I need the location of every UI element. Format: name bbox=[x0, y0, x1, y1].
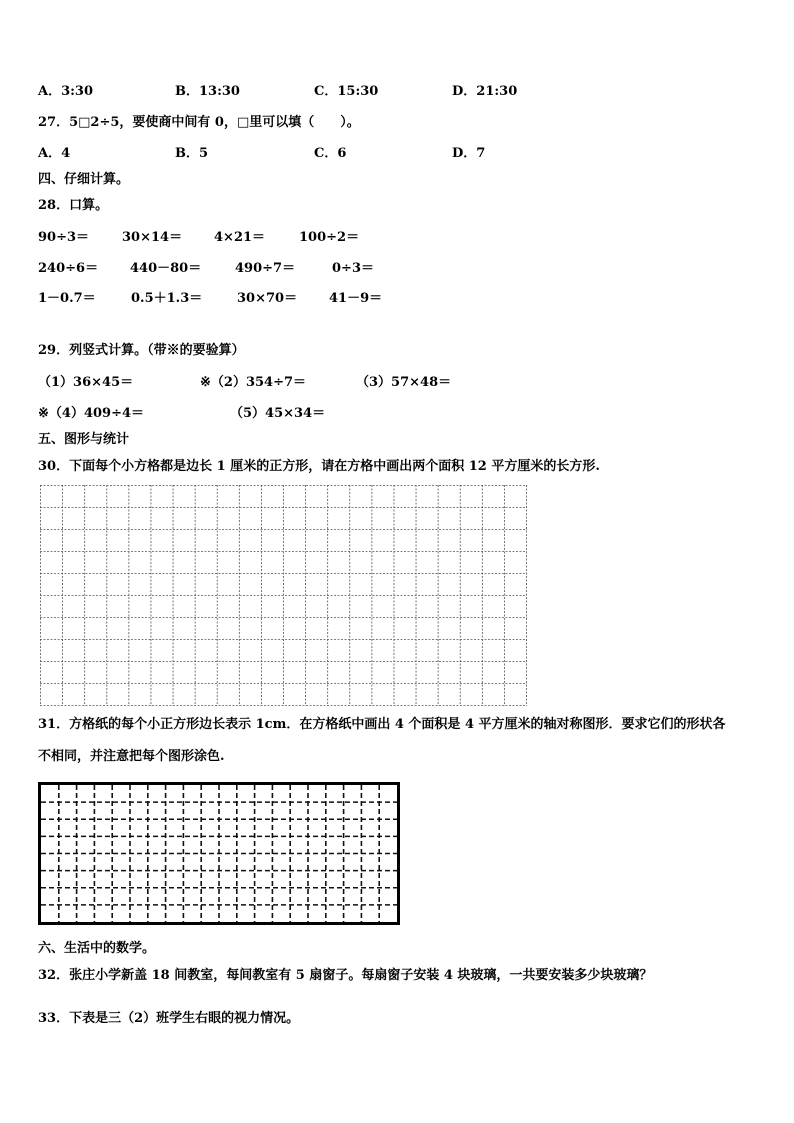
q28-item: 240÷6＝ bbox=[38, 261, 99, 276]
q27-option-c[interactable]: C．6 bbox=[314, 146, 347, 161]
q26-option-c[interactable]: C．15:30 bbox=[314, 84, 379, 99]
q27-stem: 27．5□2÷5，要使商中间有 0，□里可以填（ ）。 bbox=[38, 115, 360, 130]
q27-option-b[interactable]: B．5 bbox=[175, 146, 209, 161]
q29-item: ※（4）409÷4＝ bbox=[38, 406, 145, 421]
q29-item: （3）57×48＝ bbox=[356, 375, 452, 390]
q27-option-d[interactable]: D．7 bbox=[452, 146, 486, 161]
q27-option-a[interactable]: A．4 bbox=[38, 146, 71, 161]
q28-item: 30×14＝ bbox=[122, 230, 183, 245]
q28-item: 90÷3＝ bbox=[38, 230, 90, 245]
q33-text: 33．下表是三（2）班学生右眼的视力情况。 bbox=[38, 1011, 300, 1026]
q31-stem-line-2: 不相同，并注意把每个图形涂色. bbox=[38, 749, 225, 764]
q26-option-d[interactable]: D．21:30 bbox=[452, 84, 518, 99]
q30-stem: 30．下面每个小方格都是边长 1 厘米的正方形，请在方格中画出两个面积 12 平方厘米的长方形. bbox=[38, 459, 600, 474]
q28-item: 4×21＝ bbox=[214, 230, 266, 245]
q28-item: 30×70＝ bbox=[237, 291, 298, 306]
q32-text: 32．张庄小学新盖 18 间教室，每间教室有 5 扇窗子。每扇窗子安装 4 块玻璃，一共要安装多少块玻璃？ bbox=[38, 968, 653, 983]
q31-stem-line-1: 31．方格纸的每个小正方形边长表示 1cm．在方格纸中画出 4 个面积是 4 平方厘米的轴对称图形．要求它们的形状各 bbox=[38, 717, 726, 732]
q26-option-a[interactable]: A．3:30 bbox=[38, 84, 94, 99]
section-5-heading: 五、图形与统计 bbox=[38, 432, 130, 447]
q28-item: 0÷3＝ bbox=[332, 261, 374, 276]
q28-stem: 28．口算。 bbox=[38, 198, 109, 213]
q31-drawing-grid[interactable] bbox=[38, 782, 400, 925]
q29-item: ※（2）354÷7＝ bbox=[200, 375, 307, 390]
section-6-heading: 六、生活中的数学。 bbox=[38, 941, 156, 956]
q28-item: 1－0.7＝ bbox=[38, 291, 96, 306]
q29-item: （5）45×34＝ bbox=[230, 406, 326, 421]
q28-item: 490÷7＝ bbox=[235, 261, 296, 276]
q28-item: 440－80＝ bbox=[130, 261, 202, 276]
q28-item: 41－9＝ bbox=[329, 291, 383, 306]
q28-item: 100÷2＝ bbox=[299, 230, 360, 245]
section-4-heading: 四、仔细计算。 bbox=[38, 172, 130, 187]
q28-item: 0.5＋1.3＝ bbox=[131, 291, 203, 306]
q26-option-b[interactable]: B．13:30 bbox=[175, 84, 240, 99]
q30-drawing-grid[interactable] bbox=[40, 485, 527, 706]
q29-stem: 29．列竖式计算。（带※的要验算） bbox=[38, 343, 245, 358]
q29-item: （1）36×45＝ bbox=[38, 375, 134, 390]
